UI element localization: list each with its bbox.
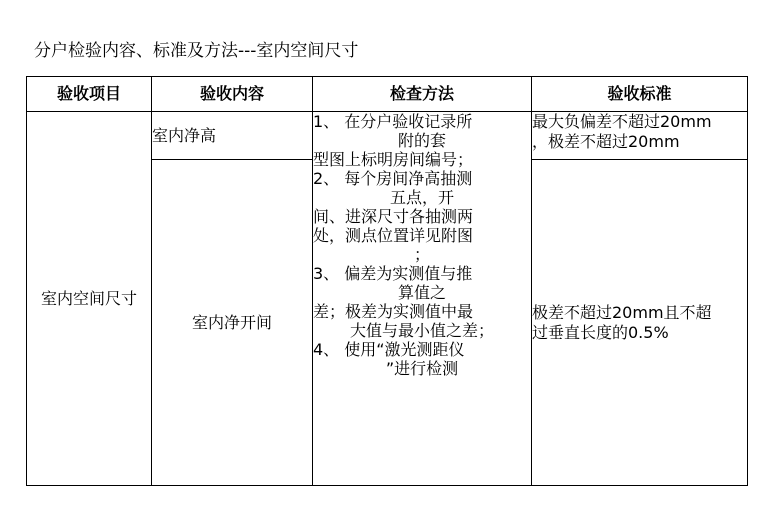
method-line: ； [413,245,430,264]
method-line: 2、 每个房间净高抽测 [313,169,473,188]
standard-line: 最大负偏差不超过20mm [532,112,712,131]
method-line: 五点，开 [389,188,454,207]
method-cell [313,112,532,486]
standard-clear-bay [532,160,748,486]
standard-line: 极差不超过20mm且不超 [532,302,712,322]
item-label: 室内空间尺寸 [40,288,137,308]
method-line: 4、 使用“激光测距仪 [313,340,465,359]
method-line: 大值与最小值之差； [349,321,494,340]
standard-clear-height [532,112,748,160]
standard-line: ，极差不超过20mm [532,132,680,151]
header-standard: 验收标准 [532,77,748,112]
document-title: 分户检验内容、标准及方法---室内空间尺寸 [34,41,359,61]
method-line: 算值之 [397,283,446,302]
method-line: ”进行检测 [385,359,459,378]
content-clear-height: 室内净高 [152,112,313,160]
header-item: 验收项目 [27,77,152,112]
standard-line: 过垂直长度的0.5% [532,322,669,342]
method-line: 差；极差为实测值中最 [313,302,474,321]
method-line: 间、进深尺寸各抽测两 [313,207,474,226]
method-line: 1、 在分户验收记录所 [313,112,473,131]
method-line: 处，测点位置详见附图 [313,226,474,245]
table-row [27,112,748,160]
item-cell [27,112,152,486]
inspection-table [26,76,748,486]
content-clear-bay: 室内净开间 [152,160,313,486]
method-line: 3、 偏差为实测值与推 [313,264,473,283]
header-content: 验收内容 [152,77,313,112]
header-method: 检查方法 [313,77,532,112]
method-line: 型图上标明房间编号； [313,150,474,169]
method-line: 附的套 [397,131,446,150]
table-header-row [27,77,748,112]
